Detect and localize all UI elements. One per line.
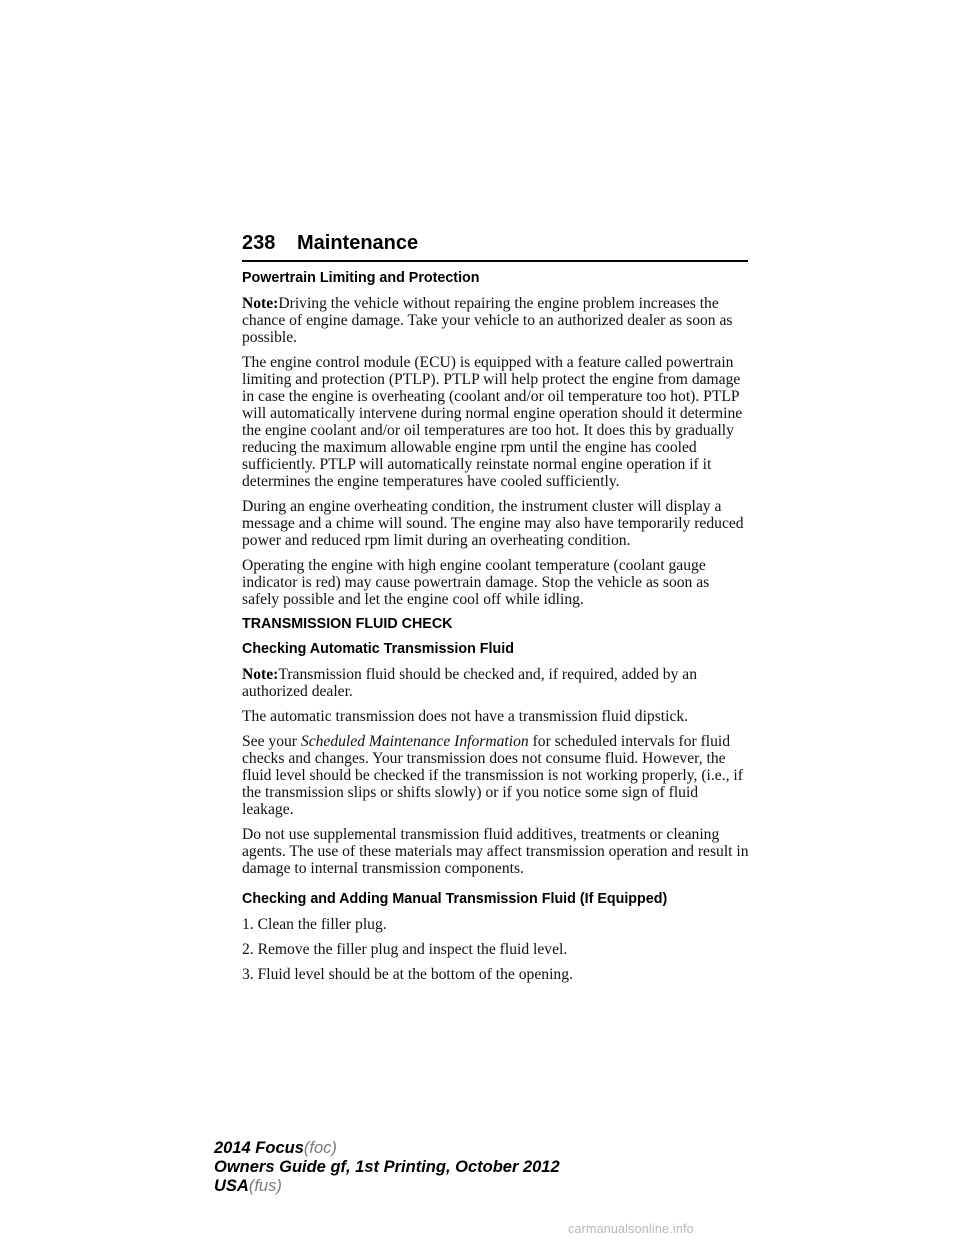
additives-paragraph: Do not use supplemental transmission fluid additives, treatments or cleaning agents. The use of these materials may affect transmission operation and result in damage to internal transmission components. bbox=[242, 826, 749, 877]
automatic-fluid-heading: Checking Automatic Transmission Fluid bbox=[242, 641, 514, 657]
scheduled-maintenance-reference: Scheduled Maintenance Information bbox=[300, 733, 529, 750]
para-pre-text: See your bbox=[242, 733, 301, 750]
page-header bbox=[242, 228, 748, 262]
dipstick-paragraph: The automatic transmission does not have a transmission fluid dipstick. bbox=[242, 708, 689, 725]
note-label: Note: bbox=[242, 295, 279, 312]
page-content bbox=[242, 270, 750, 991]
footer-market: USA bbox=[214, 1177, 249, 1195]
footer-model: 2014 Focus bbox=[214, 1139, 304, 1157]
step-item: 1. Clean the filler plug. bbox=[242, 916, 387, 933]
note-label-2: Note: bbox=[242, 666, 279, 683]
note-paragraph bbox=[242, 295, 750, 346]
section-title: Maintenance bbox=[297, 232, 419, 254]
transmission-fluid-check-heading: TRANSMISSION FLUID CHECK bbox=[242, 616, 453, 632]
page-number: 238 bbox=[242, 232, 276, 254]
footer-line-1 bbox=[214, 1139, 560, 1158]
step-item: 3. Fluid level should be at the bottom of the opening. bbox=[242, 966, 573, 983]
ptlp-description-paragraph: The engine control module (ECU) is equipped with a feature called powertrain limiting and protection (PTLP). PTLP will help protect the engine from damage in case the engine is overheating (coolant and/or oil temperature too hot). PTLP will automatically intervene during normal engine operation should it determine the engine coolant and/or oil temperatures are too hot. It does this by gradually reducing the maximum allowable engine rpm until the engine has cooled sufficiently. PTLP will automatically reinstate normal engine operation if it determines the engine temperatures have cooled sufficiently. bbox=[242, 354, 743, 490]
page-footer bbox=[214, 1139, 560, 1196]
step-item: 2. Remove the filler plug and inspect the fluid level. bbox=[242, 941, 568, 958]
footer-market-code: (fus) bbox=[248, 1177, 282, 1195]
overheating-paragraph: During an engine overheating condition, the instrument cluster will display a message and a chime will sound. The engine may also have temporarily reduced power and reduced rpm limit during an overheating condition. bbox=[242, 498, 744, 549]
watermark: carmanualsonline.info bbox=[568, 1222, 694, 1236]
manual-fluid-heading: Checking and Adding Manual Transmission Fluid (If Equipped) bbox=[242, 891, 668, 907]
scheduled-maintenance-paragraph bbox=[242, 733, 750, 818]
note-text: Driving the vehicle without repairing the engine problem increases the chance of engine damage. Take your vehicle to an authorized dealer as soon as possible. bbox=[242, 295, 733, 346]
footer-printing: Owners Guide gf, 1st Printing, October 2012 bbox=[214, 1158, 560, 1176]
coolant-warning-paragraph: Operating the engine with high engine coolant temperature (coolant gauge indicator is red) may cause powertrain damage. Stop the vehicle as soon as safely possible and let the engine cool off while idling. bbox=[242, 557, 710, 608]
ptlp-heading: Powertrain Limiting and Protection bbox=[242, 270, 480, 286]
footer-model-code: (foc) bbox=[303, 1139, 337, 1157]
footer-line-2 bbox=[214, 1158, 560, 1177]
footer-line-3 bbox=[214, 1177, 560, 1196]
para-post-text: for scheduled intervals for fluid checks and changes. Your transmission does not consume fluid. However, the fluid level should be checked if the transmission is not working properly, (i.e., if the transmission slips or shifts slowly) or if you notice some sign of fluid leakage. bbox=[242, 733, 743, 818]
note-paragraph-2 bbox=[242, 666, 750, 700]
note-text-2: Transmission fluid should be checked and, if required, added by an authorized dealer. bbox=[242, 666, 698, 700]
